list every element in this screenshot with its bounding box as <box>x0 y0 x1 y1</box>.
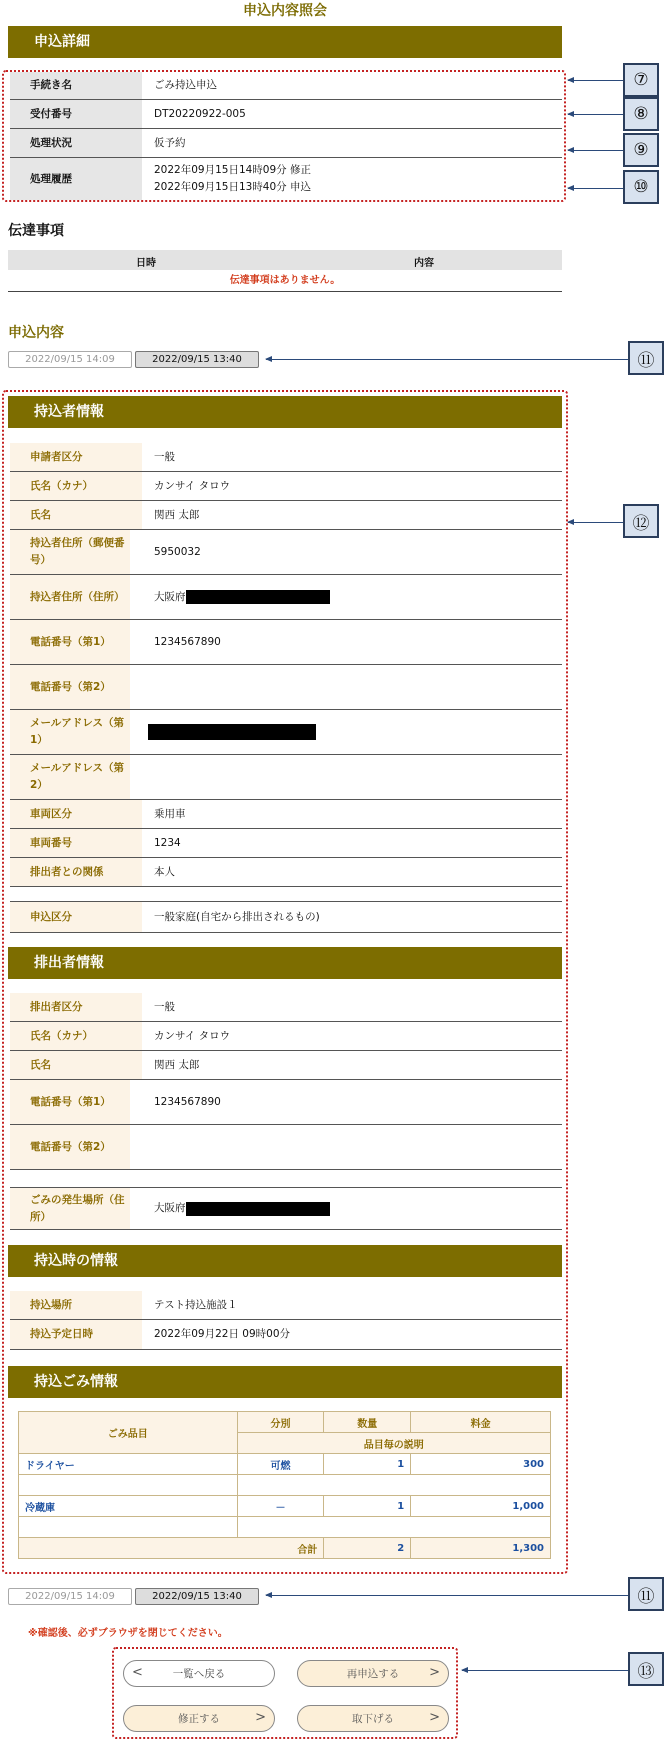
callout-arrow <box>568 188 623 189</box>
item-name: ドライヤー <box>19 1454 238 1475</box>
table-row-desc <box>19 1517 551 1538</box>
table-row <box>19 1496 551 1517</box>
callout-9: ⑨ <box>623 133 659 167</box>
item-qty: 1 <box>324 1454 411 1475</box>
bringer-row-applicant-type: 申請者区分 一般 <box>10 443 562 472</box>
col-datetime: 日時 <box>136 258 156 269</box>
bringer-row-phone-2: 電話番号（第2） <box>10 665 562 710</box>
redacted-email <box>148 724 316 740</box>
detail-row-receipt-number: 受付番号 DT20220922-005 <box>10 100 562 129</box>
item-fee: 300 <box>411 1454 551 1475</box>
delivery-row-datetime: 持込予定日時 2022年09月22日 09時00分 <box>10 1320 562 1350</box>
callout-8: ⑧ <box>623 97 659 131</box>
callout-7: ⑦ <box>623 63 659 97</box>
callout-11-bottom: ⑪ <box>628 1577 664 1611</box>
version-tab-latest-bottom[interactable]: 2022/09/15 14:09 <box>8 1588 132 1605</box>
table-row-desc <box>19 1475 551 1496</box>
bringer-row-email-1: メールアドレス（第1） <box>10 710 562 755</box>
callout-11: ⑪ <box>628 341 664 375</box>
callout-arrow <box>266 1595 628 1596</box>
bringer-row-email-2: メールアドレス（第2） <box>10 755 562 800</box>
total-label: 合計 <box>19 1538 324 1559</box>
chevron-right-icon: > <box>429 1710 440 1725</box>
chevron-left-icon: < <box>132 1665 143 1680</box>
application-title: 申込内容 <box>8 325 64 341</box>
callout-arrow <box>266 359 628 360</box>
close-browser-warning: ※確認後、必ずブラウザを閉じてください。 <box>28 1628 228 1639</box>
item-type: － <box>237 1496 324 1517</box>
chevron-right-icon: > <box>255 1710 266 1725</box>
discharger-row-name: 氏名 関西 太郎 <box>10 1051 562 1080</box>
notices-title: 伝達事項 <box>8 223 64 239</box>
discharger-header: 排出者情報 <box>8 947 562 979</box>
redacted-address <box>186 590 330 604</box>
bringer-row-address: 持込者住所（住所） 大阪府 <box>10 575 562 620</box>
garbage-table <box>18 1411 551 1559</box>
callout-arrow <box>568 522 623 523</box>
col-desc: 品目毎の説明 <box>237 1433 550 1454</box>
callout-13: ⑬ <box>628 1652 664 1686</box>
history-line: 2022年09月15日13時40分 申込 <box>154 181 312 193</box>
back-to-list-button[interactable]: < 一覧へ戻る <box>123 1660 275 1687</box>
detail-row-history: 処理履歴 2022年09月15日14時09分 修正 2022年09月15日13時40分 申込 <box>10 158 562 200</box>
bringer-row-vehicle-number: 車両番号 1234 <box>10 829 562 858</box>
callout-12: ⑫ <box>623 504 659 538</box>
total-fee: 1,300 <box>411 1538 551 1559</box>
bringer-row-name: 氏名 関西 太郎 <box>10 501 562 530</box>
table-row <box>19 1454 551 1475</box>
discharger-row-phone-1: 電話番号（第1） 1234567890 <box>10 1080 562 1125</box>
modify-button[interactable]: 修正する > <box>123 1705 275 1732</box>
callout-10: ⑩ <box>623 170 659 204</box>
callout-arrow <box>568 114 623 115</box>
notices-table-header <box>8 250 562 270</box>
reapply-button[interactable]: 再申込する > <box>297 1660 449 1687</box>
detail-row-status: 処理状況 仮予約 <box>10 129 562 158</box>
bringer-row-vehicle-type: 車両区分 乗用車 <box>10 800 562 829</box>
col-type: 分別 <box>237 1412 324 1433</box>
callout-arrow <box>568 150 623 151</box>
col-content: 内容 <box>414 258 434 269</box>
spacer-row <box>10 887 562 902</box>
chevron-right-icon: > <box>429 1665 440 1680</box>
version-tab-current[interactable]: 2022/09/15 13:40 <box>135 351 259 368</box>
bringer-row-phone-1: 電話番号（第1） 1234567890 <box>10 620 562 665</box>
callout-arrow <box>462 1670 628 1671</box>
bringer-row-application-type: 申込区分 一般家庭(自宅から排出されるもの) <box>10 902 562 933</box>
delivery-header: 持込時の情報 <box>8 1245 562 1277</box>
delivery-row-place: 持込場所 テスト持込施設１ <box>10 1291 562 1320</box>
discharger-row-name-kana: 氏名（カナ） カンサイ タロウ <box>10 1022 562 1051</box>
bringer-row-postal-code: 持込者住所（郵便番号） 5950032 <box>10 530 562 575</box>
item-name: 冷蔵庫 <box>19 1496 238 1517</box>
page-title: 申込内容照会 <box>243 3 327 19</box>
col-fee: 料金 <box>411 1412 551 1433</box>
notices-empty-message: 伝達事項はありません。 <box>8 270 562 292</box>
details-header: 申込詳細 <box>8 26 562 58</box>
history-line: 2022年09月15日14時09分 修正 <box>154 164 312 177</box>
item-type: 可燃 <box>237 1454 324 1475</box>
total-row <box>19 1538 551 1559</box>
col-qty: 数量 <box>324 1412 411 1433</box>
bringer-header: 持込者情報 <box>8 396 562 428</box>
total-qty: 2 <box>324 1538 411 1559</box>
item-qty: 1 <box>324 1496 411 1517</box>
detail-row-procedure: 手続き名 ごみ持込申込 <box>10 72 562 100</box>
callout-arrow <box>568 80 623 81</box>
discharger-row-origin-address: ごみの発生場所（住所） 大阪府 <box>10 1188 562 1230</box>
discharger-row-type: 排出者区分 一般 <box>10 993 562 1022</box>
redacted-address <box>186 1202 330 1216</box>
discharger-row-phone-2: 電話番号（第2） <box>10 1125 562 1170</box>
bringer-row-relationship: 排出者との関係 本人 <box>10 858 562 887</box>
withdraw-button[interactable]: 取下げる > <box>297 1705 449 1732</box>
col-item: ごみ品目 <box>19 1412 238 1454</box>
spacer-row <box>10 1170 562 1188</box>
item-fee: 1,000 <box>411 1496 551 1517</box>
garbage-header: 持込ごみ情報 <box>8 1366 562 1398</box>
version-tab-current-bottom[interactable]: 2022/09/15 13:40 <box>135 1588 259 1605</box>
version-tab-latest[interactable]: 2022/09/15 14:09 <box>8 351 132 368</box>
bringer-row-name-kana: 氏名（カナ） カンサイ タロウ <box>10 472 562 501</box>
